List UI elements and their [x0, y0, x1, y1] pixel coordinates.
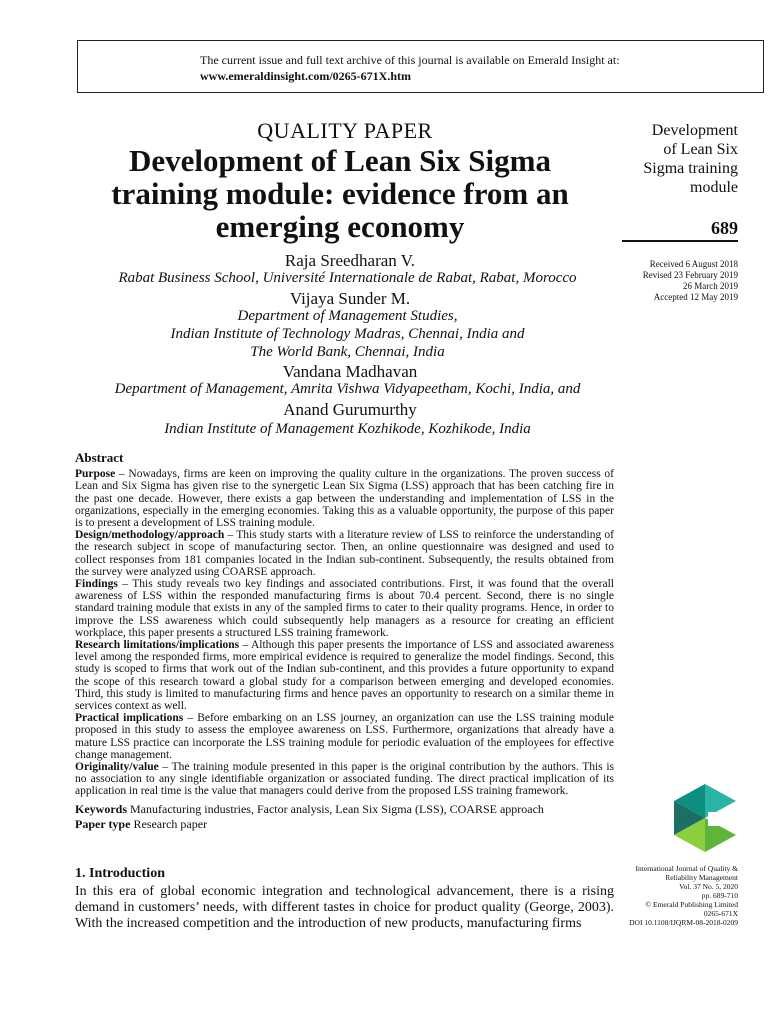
paper-type-label: Paper type — [75, 816, 131, 831]
abstract-text: – Before embarking on an LSS journey, an organization can use the LSS training module proposed in this study to assess the employee awareness on LSS. Furthermore, organizations that already have a mature LSS practice can incorporate the LSS training module for periodic evaluation of the employees for effective change management. — [75, 712, 615, 761]
publication-dates — [600, 259, 738, 303]
abstract-paragraph — [75, 712, 614, 761]
title-line: emerging economy — [215, 209, 465, 244]
introduction-section — [75, 866, 614, 932]
abstract-paragraph — [75, 578, 614, 639]
page-number: 689 — [711, 218, 738, 238]
journal-citation — [600, 864, 738, 927]
author-affiliation: Department of Management, Amrita Vishwa Vidyapeetham, Kochi, India, and — [114, 381, 581, 397]
section-label: QUALITY PAPER — [257, 118, 433, 143]
citation-line: International Journal of Quality & — [635, 864, 738, 873]
sidebar-divider — [622, 240, 738, 242]
citation-line: Reliability Management — [665, 873, 738, 882]
author-affiliation: The World Bank, Chennai, India — [250, 344, 445, 360]
date-line: Accepted 12 May 2019 — [653, 292, 738, 302]
author-name: Raja Sreedharan V. — [284, 251, 416, 270]
title-line: Development of Lean Six Sigma — [129, 143, 551, 178]
citation-line: DOI 10.1108/IJQRM-08-2018-0209 — [629, 918, 738, 927]
abstract-paragraph — [75, 529, 614, 578]
archive-url-link[interactable]: www.emeraldinsight.com/0265-671X.htm — [200, 69, 411, 83]
author-affiliation: Indian Institute of Technology Madras, Chennai, India and — [170, 326, 525, 342]
journal-archive-notice — [77, 40, 764, 93]
abstract-label: Findings — [75, 578, 118, 591]
running-title-line: Development — [651, 122, 738, 139]
introduction-body: In this era of global economic integration and technological advancement, there is a rising demand in customers’ needs, with different tastes in choice for product quality (George, 2003). With the increased competition and the introduction of new products, manufacturing firms — [75, 884, 614, 931]
keywords — [75, 802, 614, 816]
paper-type — [75, 817, 614, 831]
running-title-line: module — [690, 179, 738, 196]
keywords-label: Keywords — [75, 801, 127, 816]
running-title — [612, 121, 738, 197]
abstract-text: – Although this paper presents the importance of LSS and associated awareness level among the responded firms, more empirical evidence is required to generalize the model findings. Second, this study is scoped to firms that work out of the Indian sub-continent, and this provides a future opportunity to expand the scope of this research toward a global study for a comparison between emerging and developed economies. Third, this study is limited to manufacturing firms and hence paves an opportunity to research on a similar theme in services context as well. — [75, 639, 615, 713]
date-line: Revised 23 February 2019 — [642, 270, 738, 280]
abstract-label: Research limitations/implications — [75, 639, 240, 652]
abstract-text: – This study starts with a literature review of LSS to reinforce the understanding of the research subject in scope of manufacturing sector. Then, an online questionnaire was designed and used to collect responses from 181 companies located in the Indian sub-continent. Subsequently, the results obtained from the survey were analyzed using COARSE approach. — [75, 529, 614, 578]
abstract-label: Purpose — [75, 468, 116, 481]
date-line: Received 6 August 2018 — [649, 259, 738, 269]
running-title-line: of Lean Six — [663, 141, 738, 158]
author-affiliation: Department of Management Studies, — [237, 308, 458, 324]
abstract-label: Originality/value — [75, 761, 159, 774]
citation-line: © Emerald Publishing Limited — [645, 900, 738, 909]
introduction-heading: 1. Introduction — [75, 866, 165, 881]
abstract-label: Design/methodology/approach — [75, 529, 225, 542]
abstract-text: – This study reveals two key findings and associated contributions. First, it was found that the overall awareness of LSS within the responded manufacturing firms is about 70.4 percent. Second, there is no single standard training module that exists in any of the sampled firms to cater to their quality programs. Hence, in order to improve the LSS awareness which could subsequently help managers as a resource for creating an efficient workplace, this paper presents a structured LSS training framework. — [75, 578, 614, 639]
abstract-paragraph — [75, 468, 614, 529]
citation-line: Vol. 37 No. 5, 2020 — [679, 882, 738, 891]
running-title-line: Sigma training — [643, 160, 738, 177]
paper-type-text: Research paper — [133, 816, 208, 831]
author-name: Anand Gurumurthy — [283, 400, 417, 419]
citation-line: 0265-671X — [703, 909, 738, 918]
author-affiliation: Rabat Business School, Université Internationale de Rabat, Rabat, Morocco — [118, 270, 577, 286]
article-title — [70, 144, 610, 243]
abstract-heading: Abstract — [75, 450, 124, 465]
author-affiliation: Indian Institute of Management Kozhikode, Kozhikode, India — [164, 421, 531, 437]
abstract-paragraph — [75, 639, 614, 712]
citation-line: pp. 689-710 — [701, 891, 738, 900]
title-line: training module: evidence from an — [111, 176, 569, 211]
abstract-text: – The training module presented in this paper is the original contribution by the authors. This is no association to any single identifiable organization or associated funding. The direct practical implication of its application in real time is the value that managers could derive from the proposed LSS training framework. — [75, 761, 614, 798]
archive-notice-text: The current issue and full text archive of this journal is available on Emerald Insight at: — [200, 53, 620, 67]
author-name: Vandana Madhavan — [282, 362, 418, 381]
abstract-paragraph — [75, 761, 614, 798]
date-line: 26 March 2019 — [683, 281, 738, 291]
author-name: Vijaya Sunder M. — [289, 289, 411, 308]
abstract-label: Practical implications — [75, 712, 184, 725]
logo-cutout — [708, 812, 736, 826]
abstract-section — [75, 452, 614, 831]
emerald-logo-icon — [672, 782, 738, 854]
keywords-text: Manufacturing industries, Factor analysis, Lean Six Sigma (LSS), COARSE approach — [130, 801, 544, 816]
abstract-text: – Nowadays, firms are keen on improving the quality culture in the organizations. The proven success of Lean and Six Sigma has given rise to the synergetic Lean Six Sigma (LSS) approach that has been catching fire in the past one decade. However, there exists a gap between the understanding and implementation of LSS in the organizations, especially in the emerging economies. Taking this as a valuable opportunity, the purpose of this paper is to present a development of LSS training module. — [75, 468, 614, 530]
